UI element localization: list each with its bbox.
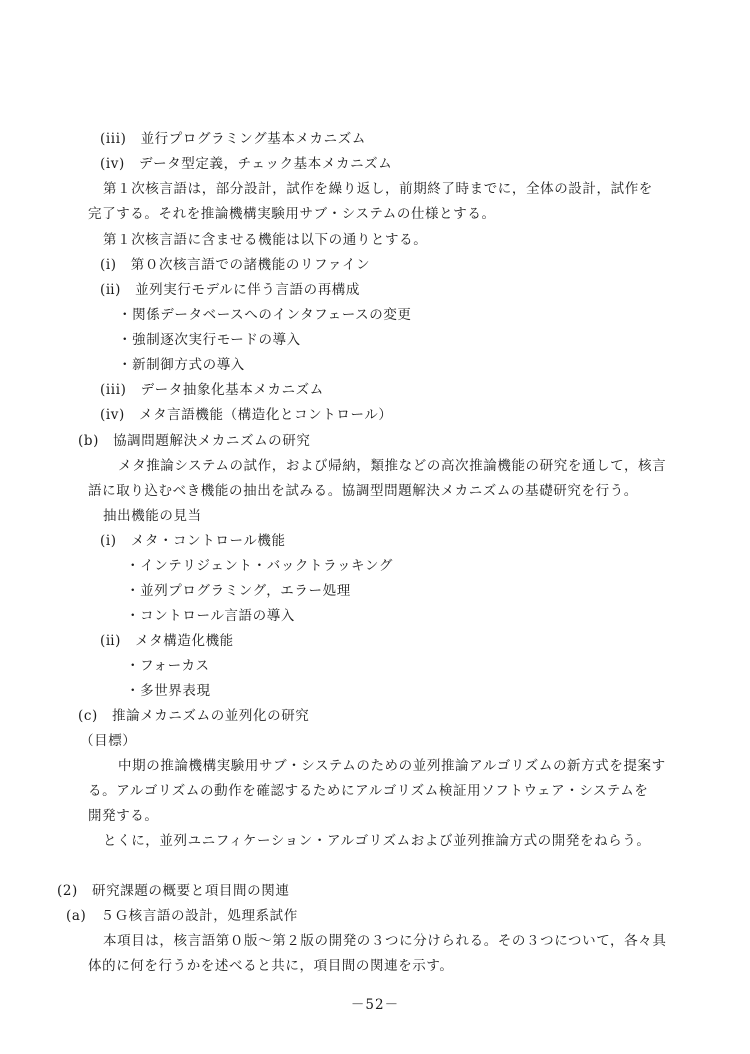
bullet-item: ・コントロール言語の導入 [126,608,295,624]
section-2-heading: (2) 研究課題の概要と項目間の関連 [57,883,290,899]
bullet-item: ・インテリジェント・バックトラッキング [126,558,393,574]
bullet-item: ・並列プログラミング，エラー処理 [126,583,351,599]
paragraph-line: 語に取り込むべき機能の抽出を試みる。協調型問題解決メカニズムの基礎研究を行う。 [88,483,638,499]
subheading: 抽出機能の見当 [103,508,202,524]
item-iii-data-abstraction: (iii) データ抽象化基本メカニズム [100,382,324,398]
section-c-heading: (c) 推論メカニズムの並列化の研究 [78,708,310,724]
bullet-item: ・関係データベースへのインタフェースの変更 [118,307,412,323]
bullet-item: ・多世界表現 [126,683,211,699]
paragraph-line: 本項目は，核言語第０版～第２版の開発の３つに分けられる。その３つについて，各々具 [103,933,667,949]
item-i-refine: (ⅰ) 第０次核言語での諸機能のリファイン [100,257,371,273]
bullet-item: ・強制逐次実行モードの導入 [118,332,301,348]
item-iv-data-type: (iv) データ型定義，チェック基本メカニズム [100,156,393,172]
item-iv-meta-language: (iv) メタ言語機能（構造化とコントロール） [100,407,393,423]
bullet-item: ・新制御方式の導入 [118,357,245,373]
item-ii-meta-structuring: (ⅱ) メタ構造化機能 [100,633,234,649]
paragraph-line: る。アルゴリズムの動作を確認するためにアルゴリズム検証用ソフトウェア・システムを [88,783,649,799]
paragraph-line: 完了する。それを推論機構実験用サブ・システムの仕様とする。 [88,206,496,222]
bullet-item: ・フォーカス [126,658,210,674]
goal-label: （目標） [80,733,137,749]
paragraph-line: 中期の推論機構実験用サブ・システムのための並列推論アルゴリズムの新方式を提案す [118,758,666,774]
paragraph-line: 体的に何を行うかを述べると共に，項目間の関連を示す。 [88,958,454,974]
item-iii-concurrent-programming: (iii) 並行プログラミング基本メカニズム [100,131,366,147]
paragraph-line: 第１次核言語に含ませる機能は以下の通りとする。 [103,232,428,248]
paragraph-line: 第１次核言語は，部分設計，試作を繰り返し，前期終了時までに，全体の設計，試作を [103,181,653,197]
section-b-heading: (b) 協調問題解決メカニズムの研究 [78,433,311,449]
paragraph-line: 開発する。 [88,808,159,824]
item-ii-restructure: (ⅱ) 並列実行モデルに伴う言語の再構成 [100,282,360,298]
item-i-meta-control: (ⅰ) メタ・コントロール機能 [100,533,286,549]
page-number: －52－ [350,997,400,1013]
paragraph-line: メタ推論システムの試作，および帰納，類推などの高次推論機能の研究を通して，核言 [118,458,667,474]
section-a-heading: (a) ５Ｇ核言語の設計，処理系試作 [66,908,298,924]
paragraph-line: とくに，並列ユニフィケーション・アルゴリズムおよび並列推論方式の開発をねらう。 [103,833,651,849]
